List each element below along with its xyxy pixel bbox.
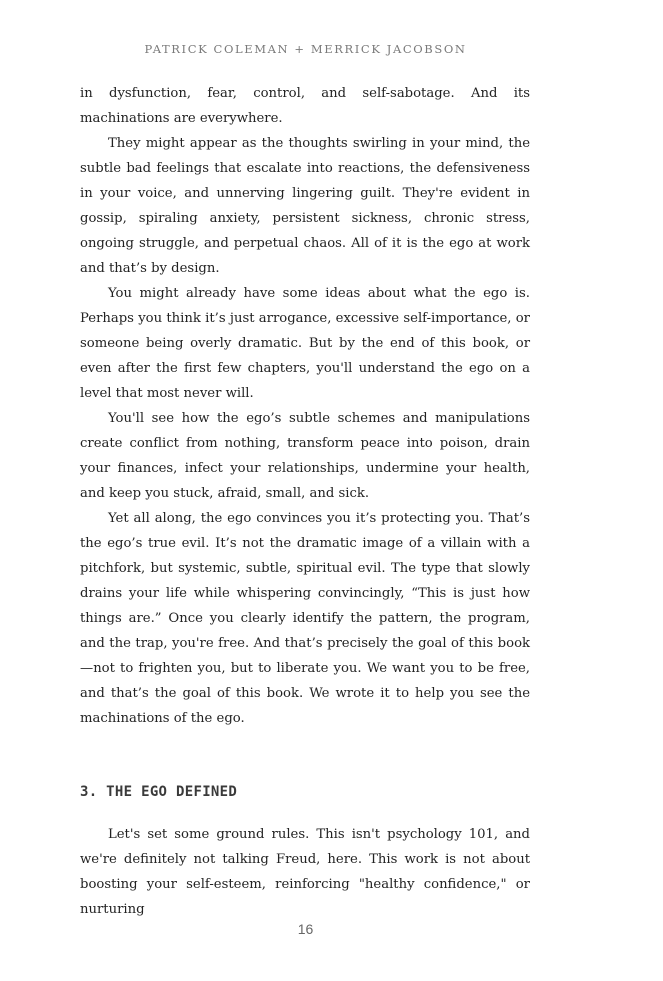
body-text	[80, 81, 530, 731]
section-body-text	[80, 822, 530, 922]
page-number: 16	[297, 921, 314, 937]
paragraph: You'll see how the ego’s subtle schemes and manipulations create conflict from nothing, transform peace into poison, drain your finances, infect your relationships, undermine your health, and keep you stuck, afraid, small, and sick.	[80, 411, 530, 501]
paragraph: You might already have some ideas about what the ego is. Perhaps you think it’s just arrogance, excessive self-importance, or someone being overly dramatic. But by the end of this book, or even after the first few chapters, you'll understand the ego on a level that most never will.	[80, 286, 530, 401]
paragraph: in dysfunction, fear, control, and self-sabotage. And its machinations are everywhere.	[80, 86, 530, 126]
running-head: PATRICK COLEMAN + MERRICK JACOBSON	[144, 42, 467, 56]
paragraph: Yet all along, the ego convinces you it’s protecting you. That’s the ego’s true evil. It’s not the dramatic image of a villain with a pitchfork, but systemic, subtle, spiritual evil. The type that slowly drains your life while whispering convincingly, “This is just how things are.” Once you clearly identify the pattern, the program, and the trap, you're free. And that’s precisely the goal of this book—not to frighten you, but to liberate you. We want you to be free, and that’s the goal of this book. We wrote it to help you see the machinations of the ego.	[80, 511, 530, 726]
section-heading: 3. THE EGO DEFINED	[80, 784, 238, 800]
paragraph: They might appear as the thoughts swirling in your mind, the subtle bad feelings that escalate into reactions, the defensiveness in your voice, and unnerving lingering guilt. They're evident in gossip, spiraling anxiety, persistent sickness, chronic stress, ongoing struggle, and perpetual chaos. All of it is the ego at work and that’s by design.	[80, 136, 530, 276]
paragraph: Let's set some ground rules. This isn't psychology 101, and we're definitely not talking Freud, here. This work is not about boosting your self-esteem, reinforcing "healthy confidence," or nurturing	[80, 827, 530, 917]
